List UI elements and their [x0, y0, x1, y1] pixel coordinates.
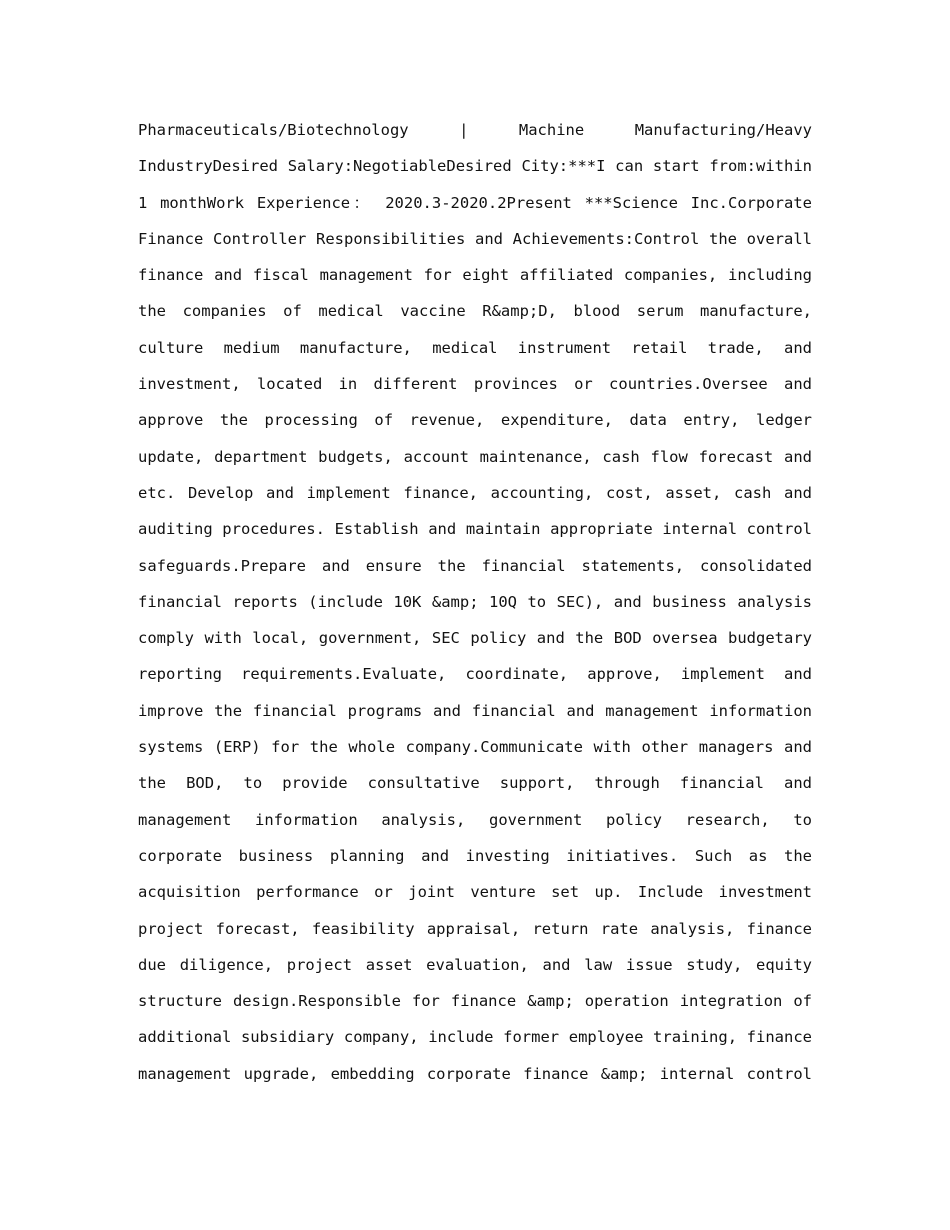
text-line-16: reporting requirements.Evaluate, coordinate, approve, implement and	[138, 665, 812, 684]
text-line-24: due diligence, project asset evaluation, and law issue study, equity	[138, 955, 812, 974]
text-line-22: acquisition performance or joint venture set up. Include investment	[138, 883, 812, 902]
text-line-21: corporate business planning and investing initiatives. Such as the	[138, 846, 812, 865]
text-line-8: investment, located in different provinces or countries.Oversee and	[138, 375, 812, 394]
text-line-20: management information analysis, government policy research, to	[138, 810, 812, 829]
text-line-26: additional subsidiary company, include former employee training, finance	[138, 1028, 812, 1047]
text-line-9: approve the processing of revenue, expenditure, data entry, ledger	[138, 411, 812, 430]
text-line-13: safeguards.Prepare and ensure the financial statements, consolidated	[138, 556, 812, 575]
text-line-19: the BOD, to provide consultative support, through financial and	[138, 774, 812, 793]
text-line-17: improve the financial programs and financial and management information	[138, 701, 812, 720]
text-line-10: update, department budgets, account maintenance, cash flow forecast and	[138, 447, 812, 466]
text-line-6: the companies of medical vaccine R&amp;D, blood serum manufacture,	[138, 302, 812, 321]
text-line-1: Pharmaceuticals/Biotechnology | Machine Manufacturing/Heavy	[138, 121, 812, 139]
text-line-14: financial reports (include 10K &amp; 10Q to SEC), and business analysis	[138, 592, 812, 611]
text-line-11: etc. Develop and implement finance, accounting, cost, asset, cash and	[138, 483, 812, 502]
text-line-27: management upgrade, embedding corporate finance &amp; internal control	[138, 1064, 812, 1083]
text-line-15: comply with local, government, SEC policy and the BOD oversea budgetary	[138, 629, 812, 648]
text-line-5: finance and fiscal management for eight affiliated companies, including	[138, 266, 812, 285]
resume-body-text	[138, 112, 812, 1092]
text-line-25: structure design.Responsible for finance &amp; operation integration of	[138, 992, 812, 1011]
text-line-18: systems (ERP) for the whole company.Communicate with other managers and	[138, 738, 812, 757]
text-line-7: culture medium manufacture, medical instrument retail trade, and	[138, 338, 812, 357]
text-line-4: Finance Controller Responsibilities and Achievements:Control the overall	[138, 229, 812, 248]
text-line-3: 1 monthWork Experience： 2020.3-2020.2Present ***Science Inc.Corporate	[138, 193, 812, 212]
text-line-12: auditing procedures. Establish and maintain appropriate internal control	[138, 520, 812, 539]
text-line-2: IndustryDesired Salary:NegotiableDesired City:***I can start from:within	[138, 157, 812, 176]
text-line-23: project forecast, feasibility appraisal, return rate analysis, finance	[138, 919, 812, 938]
